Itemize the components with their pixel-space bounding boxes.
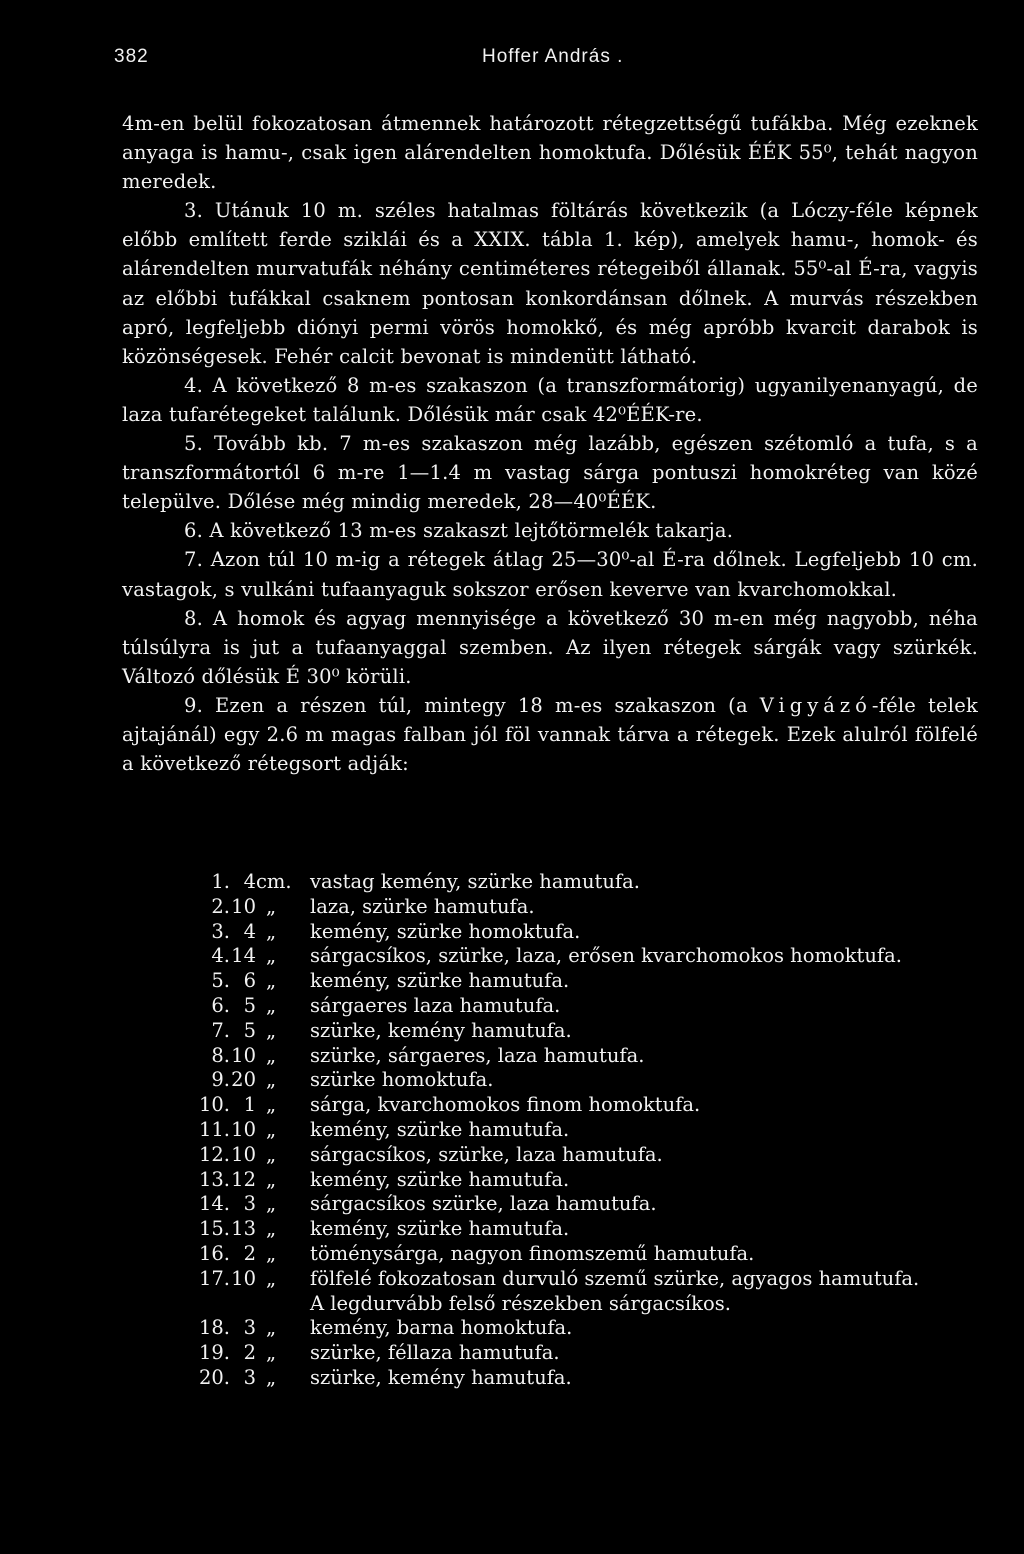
ditto-mark: „ <box>266 894 277 918</box>
layer-number: 7. <box>211 1018 230 1042</box>
layer-thickness: 3 <box>243 1365 256 1389</box>
layer-description: töménysárga, nagyon finomszemű hamutufa. <box>310 1241 755 1265</box>
layer-row <box>0 1143 1024 1168</box>
layer-description: fölfelé fokozatosan durvuló szemű szürke, agyagos hamutufa. <box>310 1266 920 1290</box>
paragraph: 4m-en belül fokozatosan átmennek határozott rétegzettségű tufákba. Még ezeknek anyaga is hamu-, csak igen alárendelten homoktufa. Dőlésük ÉÉK 55⁰, tehát nagyon meredek. <box>122 112 978 194</box>
layer-thickness: 5 <box>243 993 256 1017</box>
layer-description: sárgaeres laza hamutufa. <box>310 993 561 1017</box>
layer-thickness: 10 <box>231 894 256 918</box>
layer-row <box>0 1044 1024 1069</box>
layer-row <box>0 1316 1024 1341</box>
layer-row <box>0 1341 1024 1366</box>
paragraph: 8. A homok és agyag mennyisége a következő 30 m-en még nagyobb, néha túlsúlyra is jut a tufaanyaggal szemben. Az ilyen rétegek sárgák vagy szürkék. Változó dőlésük É 30⁰ körüli. <box>122 606 978 688</box>
spaced-name: Vigyázó <box>759 693 872 717</box>
ditto-mark: „ <box>266 1018 277 1042</box>
ditto-mark: „ <box>266 993 277 1017</box>
layer-row <box>0 1242 1024 1267</box>
layer-unit: cm. <box>256 870 292 893</box>
ditto-mark: „ <box>266 1167 277 1191</box>
layer-number: 15. <box>198 1217 230 1241</box>
paragraph: 5. Tovább kb. 7 m-es szakaszon még lazább, egészen szétomló a tufa, s a transzformátortól 6 m-re 1—1.4 m vastag sárga pontuszi homokréteg van közé települve. Dőlése még mindig meredek, 28—40⁰ÉÉK. <box>122 432 978 514</box>
layer-thickness: 6 <box>243 969 256 993</box>
layer-description: vastag kemény, szürke hamutufa. <box>310 870 640 893</box>
layer-number: 8. <box>211 1043 230 1067</box>
ditto-mark: „ <box>266 1365 277 1389</box>
layer-row <box>0 944 1024 969</box>
layer-row <box>0 1217 1024 1242</box>
layer-number: 18. <box>198 1316 230 1340</box>
layer-description: kemény, szürke hamutufa. <box>310 1167 570 1191</box>
paragraph: 3. Utánuk 10 m. széles hatalmas föltárás következik (a Lóczy-féle képnek előbb említett ferde sziklái és a XXIX. tábla 1. kép), amelyek hamu-, homok- és alárendelten murvatufák néhány centiméteres rétegeiből állanak. 55⁰-al É-ra, vagyis az előbbi tufákkal csaknem pontosan konkordánsan dőlnek. A murvás részekben apró, legfeljebb diónyi permi vörös homokkő, és még apróbb kvarcit darabok is közönségesek. Fehér calcit bevonat is mindenütt látható. <box>122 199 978 368</box>
layer-number: 3. <box>211 919 230 943</box>
running-head: Hoffer András . <box>482 46 624 67</box>
layer-number: 2. <box>211 894 230 918</box>
body-text <box>122 109 978 778</box>
layer-description: szürke, kemény hamutufa. <box>310 1018 572 1042</box>
layer-number: 13. <box>198 1167 230 1191</box>
ditto-mark: „ <box>266 969 277 993</box>
layer-row <box>0 870 1024 895</box>
layer-description: sárgacsíkos szürke, laza hamutufa. <box>310 1192 657 1216</box>
layer-number: 4. <box>211 944 230 968</box>
layer-sequence-list <box>0 870 1024 1391</box>
ditto-mark: „ <box>266 1043 277 1067</box>
layer-number: 1. <box>211 870 230 893</box>
paragraph-part: 9. Ezen a részen túl, mintegy 18 m-es szakaszon (a <box>184 693 760 717</box>
layer-thickness: 20 <box>231 1068 256 1092</box>
layer-number: 6. <box>211 993 230 1017</box>
layer-number: 12. <box>198 1142 230 1166</box>
layer-row <box>0 1019 1024 1044</box>
layer-thickness: 2 <box>243 1241 256 1265</box>
ditto-mark: „ <box>266 1068 277 1092</box>
ditto-mark: „ <box>266 1142 277 1166</box>
layer-description: szürke, kemény hamutufa. <box>310 1365 572 1389</box>
layer-row <box>0 1366 1024 1391</box>
layer-thickness: 10 <box>231 1266 256 1290</box>
paragraph: 6. A következő 13 m-es szakaszt lejtőtörmelék takarja. <box>184 519 734 543</box>
ditto-mark: „ <box>266 1117 277 1141</box>
layer-thickness: 4 <box>243 919 256 943</box>
layer-description: laza, szürke hamutufa. <box>310 894 535 918</box>
ditto-mark: „ <box>266 1217 277 1241</box>
layer-number: 19. <box>198 1341 230 1365</box>
layer-description: sárgacsíkos, szürke, laza hamutufa. <box>310 1142 663 1166</box>
layer-row <box>0 895 1024 920</box>
layer-description: sárgacsíkos, szürke, laza, erősen kvarchomokos homoktufa. <box>310 944 902 968</box>
layer-number: 14. <box>198 1192 230 1216</box>
paragraph <box>122 691 978 778</box>
layer-description: kemény, szürke homoktufa. <box>310 919 581 943</box>
layer-thickness: 12 <box>231 1167 256 1191</box>
layer-row <box>0 1192 1024 1217</box>
layer-number: 10. <box>198 1093 230 1117</box>
layer-thickness: 10 <box>231 1043 256 1067</box>
paragraph: 4. A következő 8 m-es szakaszon (a transzformátorig) ugyanilyenanyagú, de laza tufarétegeket találunk. Dőlésük már csak 42⁰ÉÉK-re. <box>122 373 978 426</box>
layer-description: kemény, szürke hamutufa. <box>310 969 570 993</box>
layer-row <box>0 1068 1024 1093</box>
layer-description: kemény, barna homoktufa. <box>310 1316 573 1340</box>
page-number: 382 <box>114 46 149 67</box>
layer-number: 16. <box>198 1241 230 1265</box>
layer-row <box>0 969 1024 994</box>
layer-number: 20. <box>198 1365 230 1389</box>
layer-number: 5. <box>211 969 230 993</box>
layer-thickness: 2 <box>243 1341 256 1365</box>
layer-row <box>0 1093 1024 1118</box>
layer-row <box>0 1168 1024 1193</box>
ditto-mark: „ <box>266 1341 277 1365</box>
ditto-mark: „ <box>266 1093 277 1117</box>
layer-description: szürke homoktufa. <box>310 1068 494 1092</box>
layer-description: kemény, szürke hamutufa. <box>310 1217 570 1241</box>
layer-description-continuation: A legdurvább felső részekben sárgacsíkos. <box>310 1291 731 1315</box>
layer-description: kemény, szürke hamutufa. <box>310 1117 570 1141</box>
layer-description: szürke, sárgaeres, laza hamutufa. <box>310 1043 645 1067</box>
ditto-mark: „ <box>266 1316 277 1340</box>
layer-thickness: 3 <box>243 1192 256 1216</box>
layer-row <box>0 920 1024 945</box>
layer-thickness: 4 <box>243 870 256 893</box>
layer-thickness: 10 <box>231 1142 256 1166</box>
layer-row <box>0 1118 1024 1143</box>
ditto-mark: „ <box>266 1266 277 1290</box>
layer-thickness: 14 <box>231 944 256 968</box>
ditto-mark: „ <box>266 1192 277 1216</box>
layer-row <box>0 1267 1024 1292</box>
layer-row <box>0 994 1024 1019</box>
ditto-mark: „ <box>266 944 277 968</box>
layer-description: sárga, kvarchomokos finom homoktufa. <box>310 1093 701 1117</box>
layer-row-continuation <box>0 1292 1024 1317</box>
layer-description: szürke, féllaza hamutufa. <box>310 1341 560 1365</box>
paragraph: 7. Azon túl 10 m-ig a rétegek átlag 25—30⁰-al É-ra dőlnek. Legfeljebb 10 cm. vastagok, s vulkáni tufaanyaguk sokszor erősen keverve van kvarchomokkal. <box>122 548 978 601</box>
paragraph-part: -féle telek ajtajánál) egy 2.6 m magas falban jól föl vannak tárva a rétegek. Ezek alulról fölfelé a következő rétegsort adják: <box>122 693 978 776</box>
layer-number: 17. <box>198 1266 230 1290</box>
layer-thickness: 13 <box>231 1217 256 1241</box>
ditto-mark: „ <box>266 1241 277 1265</box>
layer-number: 9. <box>211 1068 230 1092</box>
layer-thickness: 1 <box>243 1093 256 1117</box>
page-header <box>0 46 1024 74</box>
layer-number: 11. <box>198 1117 230 1141</box>
layer-thickness: 10 <box>231 1117 256 1141</box>
layer-thickness: 3 <box>243 1316 256 1340</box>
layer-thickness: 5 <box>243 1018 256 1042</box>
ditto-mark: „ <box>266 919 277 943</box>
